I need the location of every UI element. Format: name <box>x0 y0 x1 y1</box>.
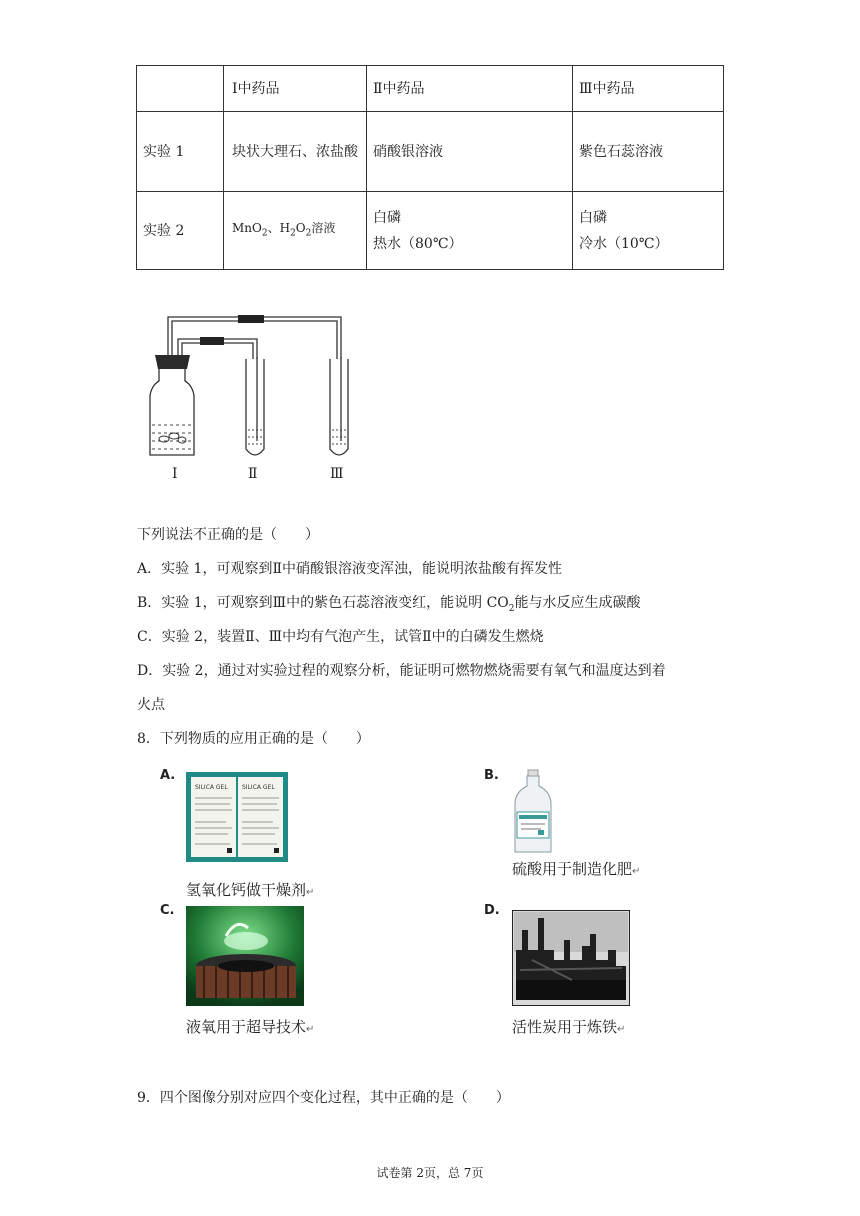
cell-reagent-1: 块状大理石、浓盐酸 <box>224 112 367 192</box>
q7-option-b: B．实验 1，可观察到Ⅲ中的紫色石蕊溶液变红，能说明 $CO_2$能与水反应生成碳酸 <box>137 595 641 614</box>
q8-option-d-letter: D. <box>484 903 500 918</box>
q7-option-a: A．实验 1，可观察到Ⅱ中硝酸银溶液变浑浊，能说明浓盐酸有挥发性 <box>137 561 562 577</box>
table-row <box>137 192 724 270</box>
table-row <box>137 112 724 192</box>
table-header-2: Ⅱ中药品 <box>367 66 573 112</box>
q8-stem: 8．下列物质的应用正确的是（ ） <box>137 731 370 747</box>
q8-option-a-caption: 氢氧化钙做干燥剂↵ <box>186 881 315 899</box>
cell-reagent-3: 紫色石蕊溶液 <box>573 112 724 192</box>
q7-option-d: D．实验 2，通过对实验过程的观察分析，能证明可燃物燃烧需要有氧气和温度达到着 <box>137 663 666 679</box>
superconductor-image <box>186 906 304 1006</box>
q8-option-b-caption: 硫酸用于制造化肥↵ <box>512 860 641 878</box>
reagent-table <box>136 65 724 270</box>
q7-option-c: C．实验 2，装置Ⅱ、Ⅲ中均有气泡产生，试管Ⅱ中的白磷发生燃烧 <box>137 629 544 645</box>
q7-stem: 下列说法不正确的是（ ） <box>137 527 319 543</box>
q7-option-d-cont: 火点 <box>137 697 165 713</box>
packet-label: SILICA GEL <box>242 784 275 791</box>
apparatus-label-1: Ⅰ <box>172 466 178 482</box>
apparatus-label-3: Ⅲ <box>330 466 344 482</box>
sulfuric-acid-bottle-image <box>508 768 558 856</box>
cell-reagent-2: 白磷 热水（80℃） <box>367 192 573 270</box>
table-header-empty <box>137 66 224 112</box>
packet-label: SILICA GEL <box>195 784 228 791</box>
silica-gel-image <box>186 772 288 862</box>
table-header-3: Ⅲ中药品 <box>573 66 724 112</box>
cell-reagent-2: 硝酸银溶液 <box>367 112 573 192</box>
q8-option-d-caption: 活性炭用于炼铁↵ <box>512 1018 626 1036</box>
apparatus-label-2: Ⅱ <box>248 466 258 482</box>
page-footer: 试卷第 2页，总 7页 <box>376 1166 484 1180</box>
row-label: 实验 2 <box>137 192 224 270</box>
q8-option-c-letter: C. <box>160 903 175 918</box>
table-header-1: Ⅰ中药品 <box>224 66 367 112</box>
cell-reagent-3: 白磷 冷水（10℃） <box>573 192 724 270</box>
q9-stem: 9．四个图像分别对应四个变化过程，其中正确的是（ ） <box>137 1090 510 1106</box>
q8-option-b-letter: B. <box>484 768 499 783</box>
q8-option-a-letter: A. <box>160 768 176 783</box>
apparatus-diagram <box>140 305 370 485</box>
cell-reagent-1: MnO$_2$、$H_2O_2$溶液 <box>224 192 367 270</box>
table-header-row <box>137 66 724 112</box>
steel-plant-image <box>512 910 630 1006</box>
row-label: 实验 1 <box>137 112 224 192</box>
q8-option-c-caption: 液氧用于超导技术↵ <box>186 1018 315 1036</box>
